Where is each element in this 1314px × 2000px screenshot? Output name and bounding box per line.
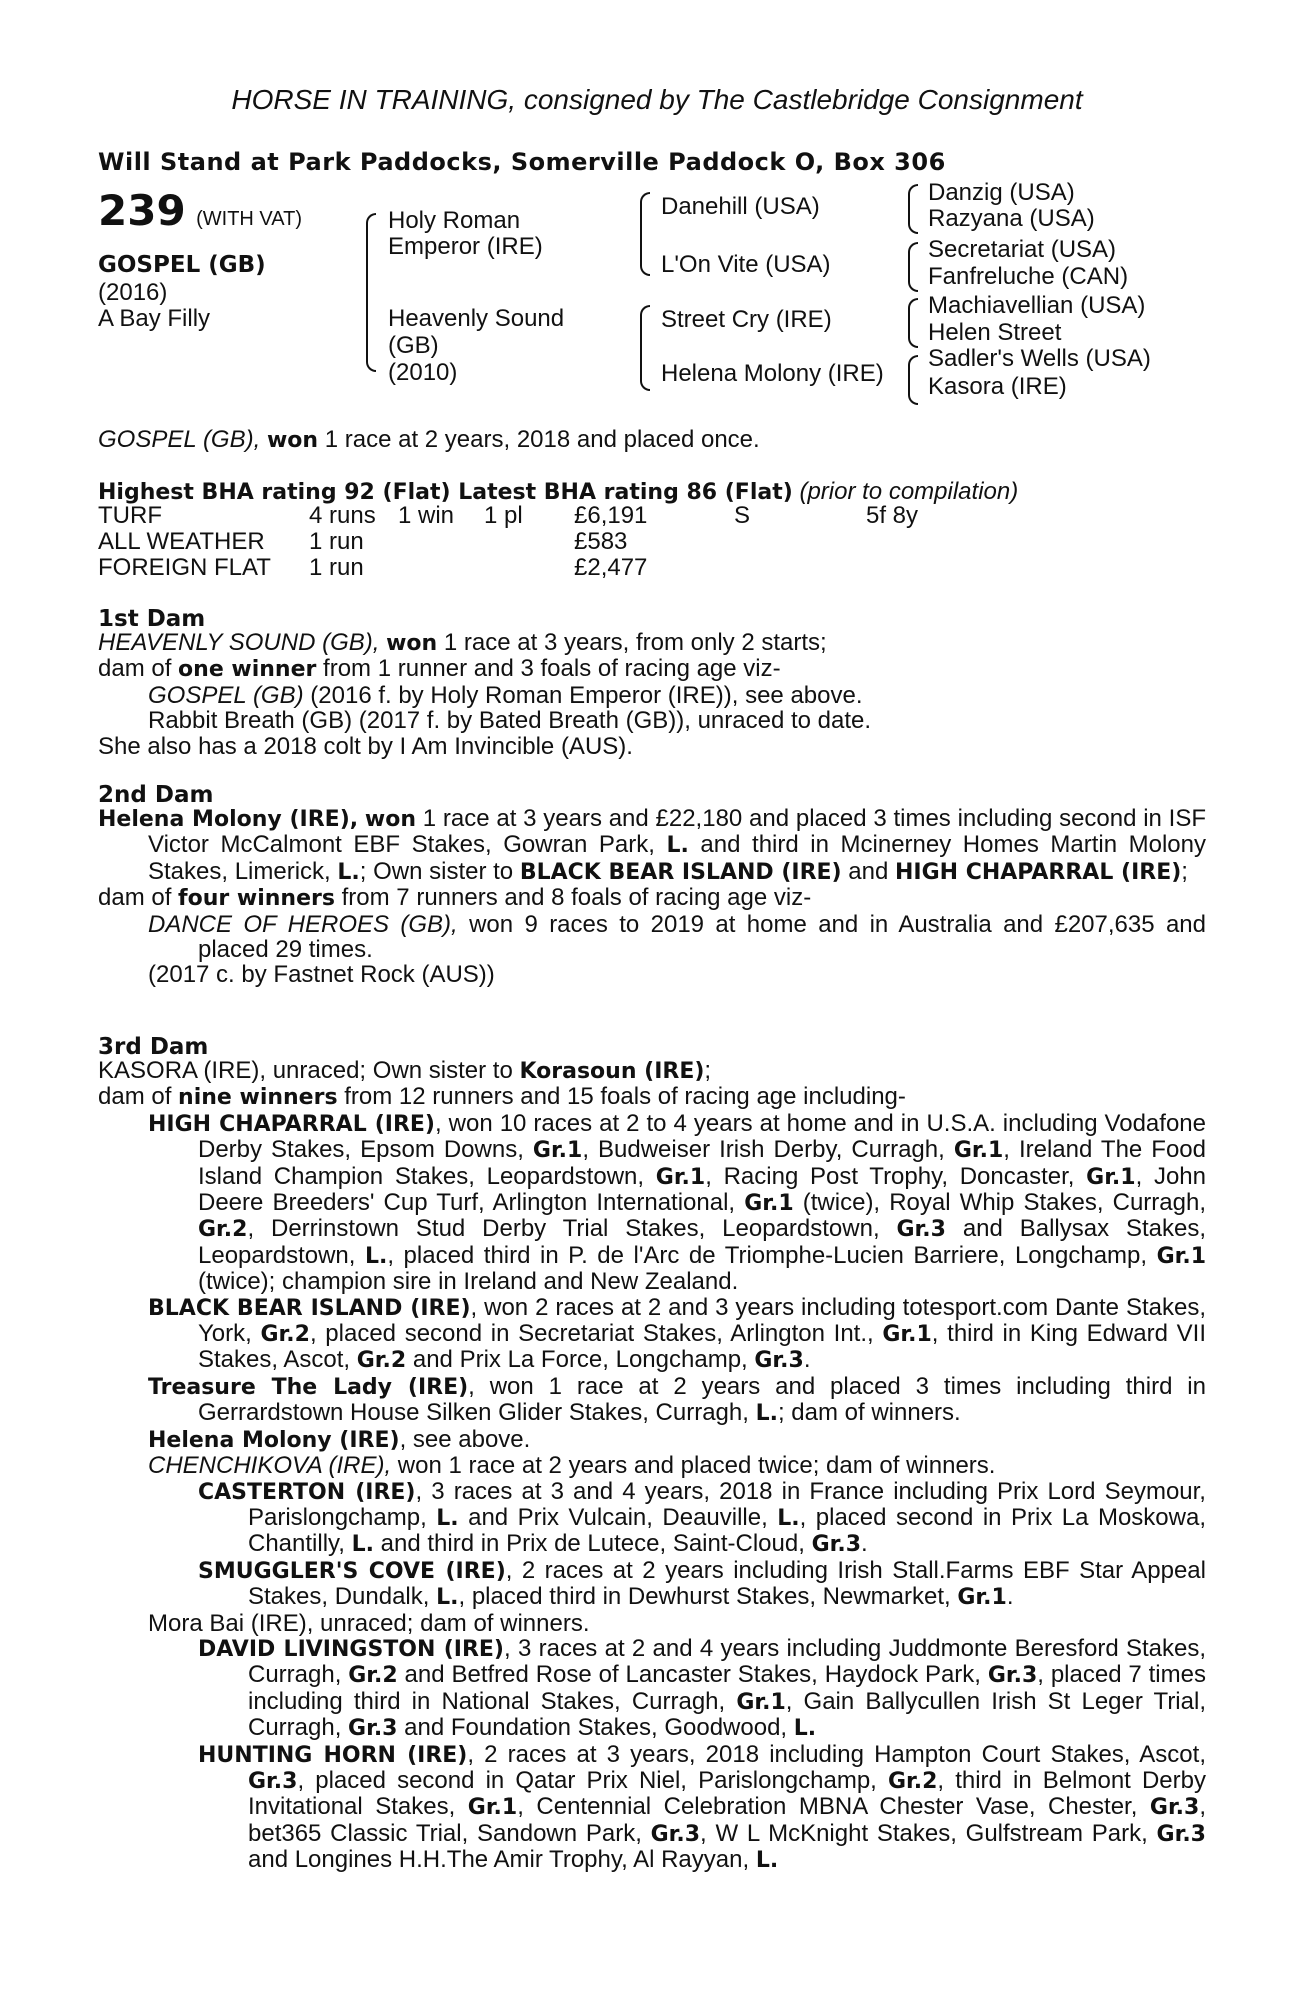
text: ; (704, 1057, 712, 1084)
first-dam-line (98, 630, 1206, 656)
second-dam-para (98, 912, 1206, 963)
progeny-entry (98, 1479, 1206, 1558)
form-runs: 4 runs (309, 502, 376, 529)
pedigree-dd: Helena Molony (IRE) (661, 360, 884, 387)
progeny-entry (98, 1636, 1206, 1742)
progeny-entry (98, 1374, 1206, 1427)
pedigree-brace (908, 355, 918, 405)
first-dam-line (98, 683, 1206, 708)
listed-label: L. (777, 1505, 800, 1531)
text: from 12 runners and 15 foals of racing age including- (344, 1083, 906, 1111)
text: (twice), Royal Whip Stakes, Curragh, (793, 1189, 1207, 1217)
text: 1 race at 3 years and £22,180 and placed 3 times including second in ISF Victor McCalmont EBF Stakes, Gowran Park, (148, 805, 1207, 859)
grade-label: Gr.3 (987, 1663, 1038, 1689)
progeny-entry (98, 1453, 1206, 1478)
pedigree-brace (908, 242, 918, 292)
pedigree-ds: Street Cry (IRE) (661, 306, 832, 333)
horse-name: GOSPEL (GB) (98, 252, 266, 278)
text: , W L McKnight Stakes, Gulfstream Park, (700, 1819, 1157, 1847)
text: , Centennial Celebration MBNA Chester Vase, Chester, (517, 1793, 1150, 1821)
race-summary (98, 427, 760, 453)
grade-label: Gr.2 (260, 1322, 310, 1348)
winners-count: nine winners (178, 1085, 338, 1111)
grade-label: Gr.1 (1086, 1164, 1136, 1190)
text: and Ballysax Stakes, Leopardstown, (198, 1215, 1207, 1269)
listed-label: L. (436, 1585, 459, 1611)
grade-label: Gr.3 (1156, 1821, 1206, 1847)
rating-note: (prior to compilation) (799, 478, 1019, 505)
third-dam-title: 3rd Dam (98, 1034, 209, 1060)
form-placed: 1 pl (484, 502, 523, 529)
grade-label: Gr.1 (467, 1795, 518, 1821)
progeny-name: SMUGGLER'S COVE (IRE) (198, 1558, 506, 1584)
grade-label: Gr.2 (887, 1768, 938, 1794)
text: , won 1 race at 2 years and placed 3 times including third in Gerrardstown House Silken Glider Stakes, Curragh, (198, 1372, 1206, 1427)
grade-label: Gr.1 (1156, 1243, 1207, 1269)
text: , won 2 races at 2 and 3 years including totesport.com Dante Stakes, York, (198, 1293, 1206, 1348)
text: , placed third in Dewhurst Stakes, Newmarket, (458, 1583, 958, 1611)
text: , Derrinstown Stud Derby Trial Stakes, Leopardstown, (247, 1215, 897, 1243)
grade-label: Gr.3 (896, 1217, 946, 1243)
text: , 2 races at 3 years, 2018 including Hampton Court Stakes, Ascot, (467, 1740, 1206, 1768)
text: and Foundation Stakes, Goodwood, (397, 1714, 794, 1742)
progeny-name: Treasure The Lady (IRE) (148, 1374, 469, 1400)
text: and (848, 857, 889, 885)
summary-text: 1 race at 2 years, 2018 and placed once. (324, 426, 760, 453)
listed-label: L. (793, 1716, 817, 1742)
grade-label: Gr.1 (882, 1322, 932, 1348)
grade-label: Gr.3 (754, 1348, 804, 1374)
grade-label: Gr.3 (348, 1716, 398, 1742)
text: and Longines H.H.The Amir Trophy, Al Rayyan, (248, 1846, 756, 1874)
dam-record: 1 race at 3 years, from only 2 starts; (443, 629, 827, 656)
pedigree-ss: Danehill (USA) (661, 193, 820, 220)
text: , Gain Ballycullen Irish St Leger Trial, Curragh, (248, 1687, 1206, 1742)
summary-won: won (266, 428, 319, 453)
grade-label: Gr.2 (356, 1348, 407, 1374)
pedigree-brace (908, 184, 918, 234)
pedigree-ddd: Kasora (IRE) (928, 373, 1067, 400)
first-dam-title: 1st Dam (98, 606, 206, 632)
text: dam of (98, 655, 172, 683)
summary-horse: GOSPEL (GB), (98, 426, 261, 453)
grade-label: Gr.1 (953, 1138, 1004, 1164)
dam-name: HEAVENLY SOUND (GB), (98, 629, 380, 656)
listed-label: L. (755, 1401, 778, 1427)
text: , bet365 Classic Trial, Sandown Park, (248, 1793, 1206, 1847)
grade-label: Gr.1 (744, 1191, 794, 1217)
pedigree-dss: Machiavellian (USA) (928, 292, 1146, 319)
grade-label: Gr.3 (1149, 1795, 1200, 1821)
third-dam-line (98, 1058, 1206, 1084)
second-dam-para: (2017 c. by Fastnet Rock (AUS)) (148, 961, 495, 989)
grade-label: Gr.1 (957, 1585, 1007, 1611)
text: dam of (98, 884, 172, 912)
grade-label: Gr.2 (198, 1217, 248, 1243)
pedigree-sss: Danzig (USA) (928, 179, 1075, 206)
text: , Budweiser Irish Derby, Curragh, (582, 1136, 954, 1164)
grade-label: Gr.2 (348, 1663, 398, 1689)
vat-label: (WITH VAT) (196, 208, 303, 230)
pedigree-sdd: Fanfreluche (CAN) (928, 263, 1129, 290)
progeny-entry (98, 1558, 1206, 1611)
grade-label: Gr.1 (532, 1138, 583, 1164)
text: and third in Prix de Lutece, Saint-Cloud, (373, 1530, 812, 1558)
form-type: FOREIGN FLAT (98, 554, 271, 581)
stand-location: Will Stand at Park Paddocks, Somerville Paddock O, Box 306 (98, 148, 946, 176)
dam-name: Helena Molony (IRE), (98, 807, 359, 832)
text: . (861, 1530, 868, 1558)
pedigree-brace (366, 213, 376, 372)
form-distance: 5f 8y (866, 502, 919, 529)
text: , placed third in P. de l'Arc de Triomphe-Lucien Barriere, Longchamp, (387, 1241, 1157, 1269)
pedigree-dsd: Helen Street (928, 319, 1062, 346)
progeny-detail: won 9 races to 2019 at home and in Australia and £207,635 and placed 29 times. (198, 910, 1206, 964)
text: , see above. (399, 1425, 531, 1453)
pedigree-dam-1: Heavenly Sound (388, 305, 565, 332)
text: ; (1181, 857, 1188, 885)
text: , 2 races at 2 years including Irish Stall.Farms EBF Star Appeal Stakes, Dundalk, (248, 1556, 1206, 1611)
lot-number-line (98, 186, 302, 235)
text: dam of (98, 1083, 172, 1111)
text: from 7 runners and 8 foals of racing age viz- (341, 884, 812, 912)
text: , Racing Post Trophy, Doncaster, (705, 1162, 1087, 1190)
form-going: S (734, 502, 751, 529)
grade-label: Gr.3 (248, 1768, 298, 1794)
progeny-name: CHENCHIKOVA (IRE), (148, 1452, 392, 1480)
text: . (1006, 1583, 1014, 1611)
text: and Prix Vulcain, Deauville, (458, 1503, 778, 1531)
progeny-name: CASTERTON (IRE) (198, 1479, 416, 1505)
progeny-name: GOSPEL (GB) (148, 681, 304, 709)
grade-label: Gr.3 (811, 1532, 861, 1558)
text: , 3 races at 2 and 4 years including Juddmonte Beresford Stakes, Curragh, (248, 1634, 1207, 1689)
progeny-name: DAVID LIVINGSTON (IRE) (198, 1636, 504, 1662)
first-dam-line: She also has a 2018 colt by I Am Invincible (AUS). (98, 732, 633, 760)
text: KASORA (IRE), unraced; Own sister to (98, 1057, 513, 1084)
form-wins: 1 win (398, 502, 455, 529)
text: ; Own sister to (359, 857, 514, 885)
first-dam-line (98, 656, 1206, 682)
text: , placed second in Prix La Moskowa, Chantilly, (248, 1503, 1206, 1558)
pedigree-dam-3: (2010) (388, 359, 458, 386)
text: , placed second in Secretariat Stakes, Arlington Int., (309, 1320, 883, 1348)
pedigree-sds: Secretariat (USA) (928, 236, 1117, 263)
won-label: won (386, 631, 438, 656)
form-type: TURF (98, 502, 162, 529)
progeny-entry (98, 1427, 1206, 1453)
progeny-entry (98, 1295, 1206, 1374)
text: , placed second in Qatar Prix Niel, Parislongchamp, (297, 1766, 888, 1794)
form-type: ALL WEATHER (98, 528, 265, 555)
text: , John Deere Breeders' Cup Turf, Arlington International, (198, 1162, 1206, 1217)
pedigree-dam-2: (GB) (388, 332, 439, 359)
second-dam-section (98, 806, 1206, 988)
pedigree-sire-2: Emperor (IRE) (388, 233, 543, 260)
text: , placed 7 times including third in National Stakes, Curragh, (248, 1661, 1206, 1715)
text: , 3 races at 3 and 4 years, 2018 in France including Prix Lord Seymour, Parislongchamp, (248, 1477, 1206, 1531)
pedigree-brace (908, 298, 918, 348)
text: , Ireland The Food Island Champion Stakes, Leopardstown, (198, 1136, 1207, 1190)
text: won 1 race at 2 years and placed twice; dam of winners. (391, 1452, 996, 1480)
text: and third in Mcinerney Homes Martin Molony Stakes, Limerick, (148, 831, 1207, 885)
text: . (803, 1346, 811, 1374)
winners-count: one winner (178, 657, 317, 683)
pedigree-ssd: Razyana (USA) (928, 205, 1095, 232)
progeny-name: BLACK BEAR ISLAND (IRE) (148, 1295, 471, 1321)
first-dam-section (98, 630, 1206, 759)
text: from 1 runner and 3 foals of racing age viz- (323, 655, 781, 683)
second-dam-para (98, 806, 1206, 885)
rating-bold: Highest BHA rating 92 (Flat) Latest BHA rating 86 (Flat) (98, 480, 793, 505)
progeny-name: HUNTING HORN (IRE) (198, 1742, 468, 1768)
relative-name: HIGH CHAPARRAL (IRE) (894, 859, 1182, 885)
listed-label: L. (337, 859, 360, 885)
pedigree-brace (640, 305, 650, 391)
form-money: £583 (574, 528, 628, 555)
horse-year: (2016) (98, 279, 168, 306)
text: , won 10 races at 2 to 4 years at home and in U.S.A. including Vodafone Derby Stakes, Epsom Downs, (198, 1109, 1206, 1164)
grade-label: Gr.3 (650, 1821, 701, 1847)
progeny-name: Helena Molony (IRE) (148, 1427, 400, 1453)
progeny-detail: (2016 f. by Holy Roman Emperor (IRE)), see above. (310, 681, 863, 709)
text: , third in King Edward VII Stakes, Ascot, (198, 1320, 1206, 1374)
second-dam-para (98, 885, 1206, 911)
pedigree-brace (640, 192, 650, 276)
form-runs: 1 run (309, 554, 364, 581)
listed-label: L. (351, 1532, 374, 1558)
third-dam-line (98, 1084, 1206, 1110)
third-dam-section (98, 1058, 1206, 1874)
text: and Prix La Force, Longchamp, (406, 1346, 755, 1374)
progeny-entry (98, 1742, 1206, 1874)
text: (twice); champion sire in Ireland and New Zealand. (198, 1268, 739, 1296)
progeny-name: HIGH CHAPARRAL (IRE) (148, 1111, 435, 1137)
text: and Betfred Rose of Lancaster Stakes, Haydock Park, (397, 1661, 988, 1689)
form-money: £2,477 (574, 554, 648, 581)
pedigree-sire-1: Holy Roman (388, 207, 521, 234)
progeny-entry (98, 1111, 1206, 1295)
grade-label: Gr.1 (655, 1164, 706, 1190)
listed-label: L. (666, 833, 689, 859)
pedigree-sd: L'On Vite (USA) (661, 251, 831, 278)
grade-label: Gr.1 (736, 1689, 786, 1715)
progeny-name: DANCE OF HEROES (GB), (148, 910, 458, 938)
listed-label: L. (436, 1505, 459, 1531)
progeny-entry: Mora Bai (IRE), unraced; dam of winners. (148, 1609, 590, 1637)
relative-name: Korasoun (IRE) (519, 1059, 705, 1084)
winners-count: four winners (178, 886, 335, 912)
lot-number: 239 (98, 186, 186, 235)
text: ; dam of winners. (777, 1399, 961, 1427)
listed-label: L. (364, 1243, 388, 1269)
won-label: won (364, 807, 416, 832)
listed-label: L. (755, 1848, 779, 1874)
first-dam-line: Rabbit Breath (GB) (2017 f. by Bated Breath (GB)), unraced to date. (148, 707, 872, 735)
pedigree-dds: Sadler's Wells (USA) (928, 345, 1151, 372)
form-money: £6,191 (574, 502, 648, 529)
form-runs: 1 run (309, 528, 364, 555)
relative-name: BLACK BEAR ISLAND (IRE) (519, 859, 842, 885)
page-header: HORSE IN TRAINING, consigned by The Castlebridge Consignment (231, 84, 1083, 115)
text: , third in Belmont Derby Invitational Stakes, (248, 1766, 1206, 1821)
second-dam-title: 2nd Dam (98, 782, 214, 808)
horse-description: A Bay Filly (98, 305, 211, 332)
